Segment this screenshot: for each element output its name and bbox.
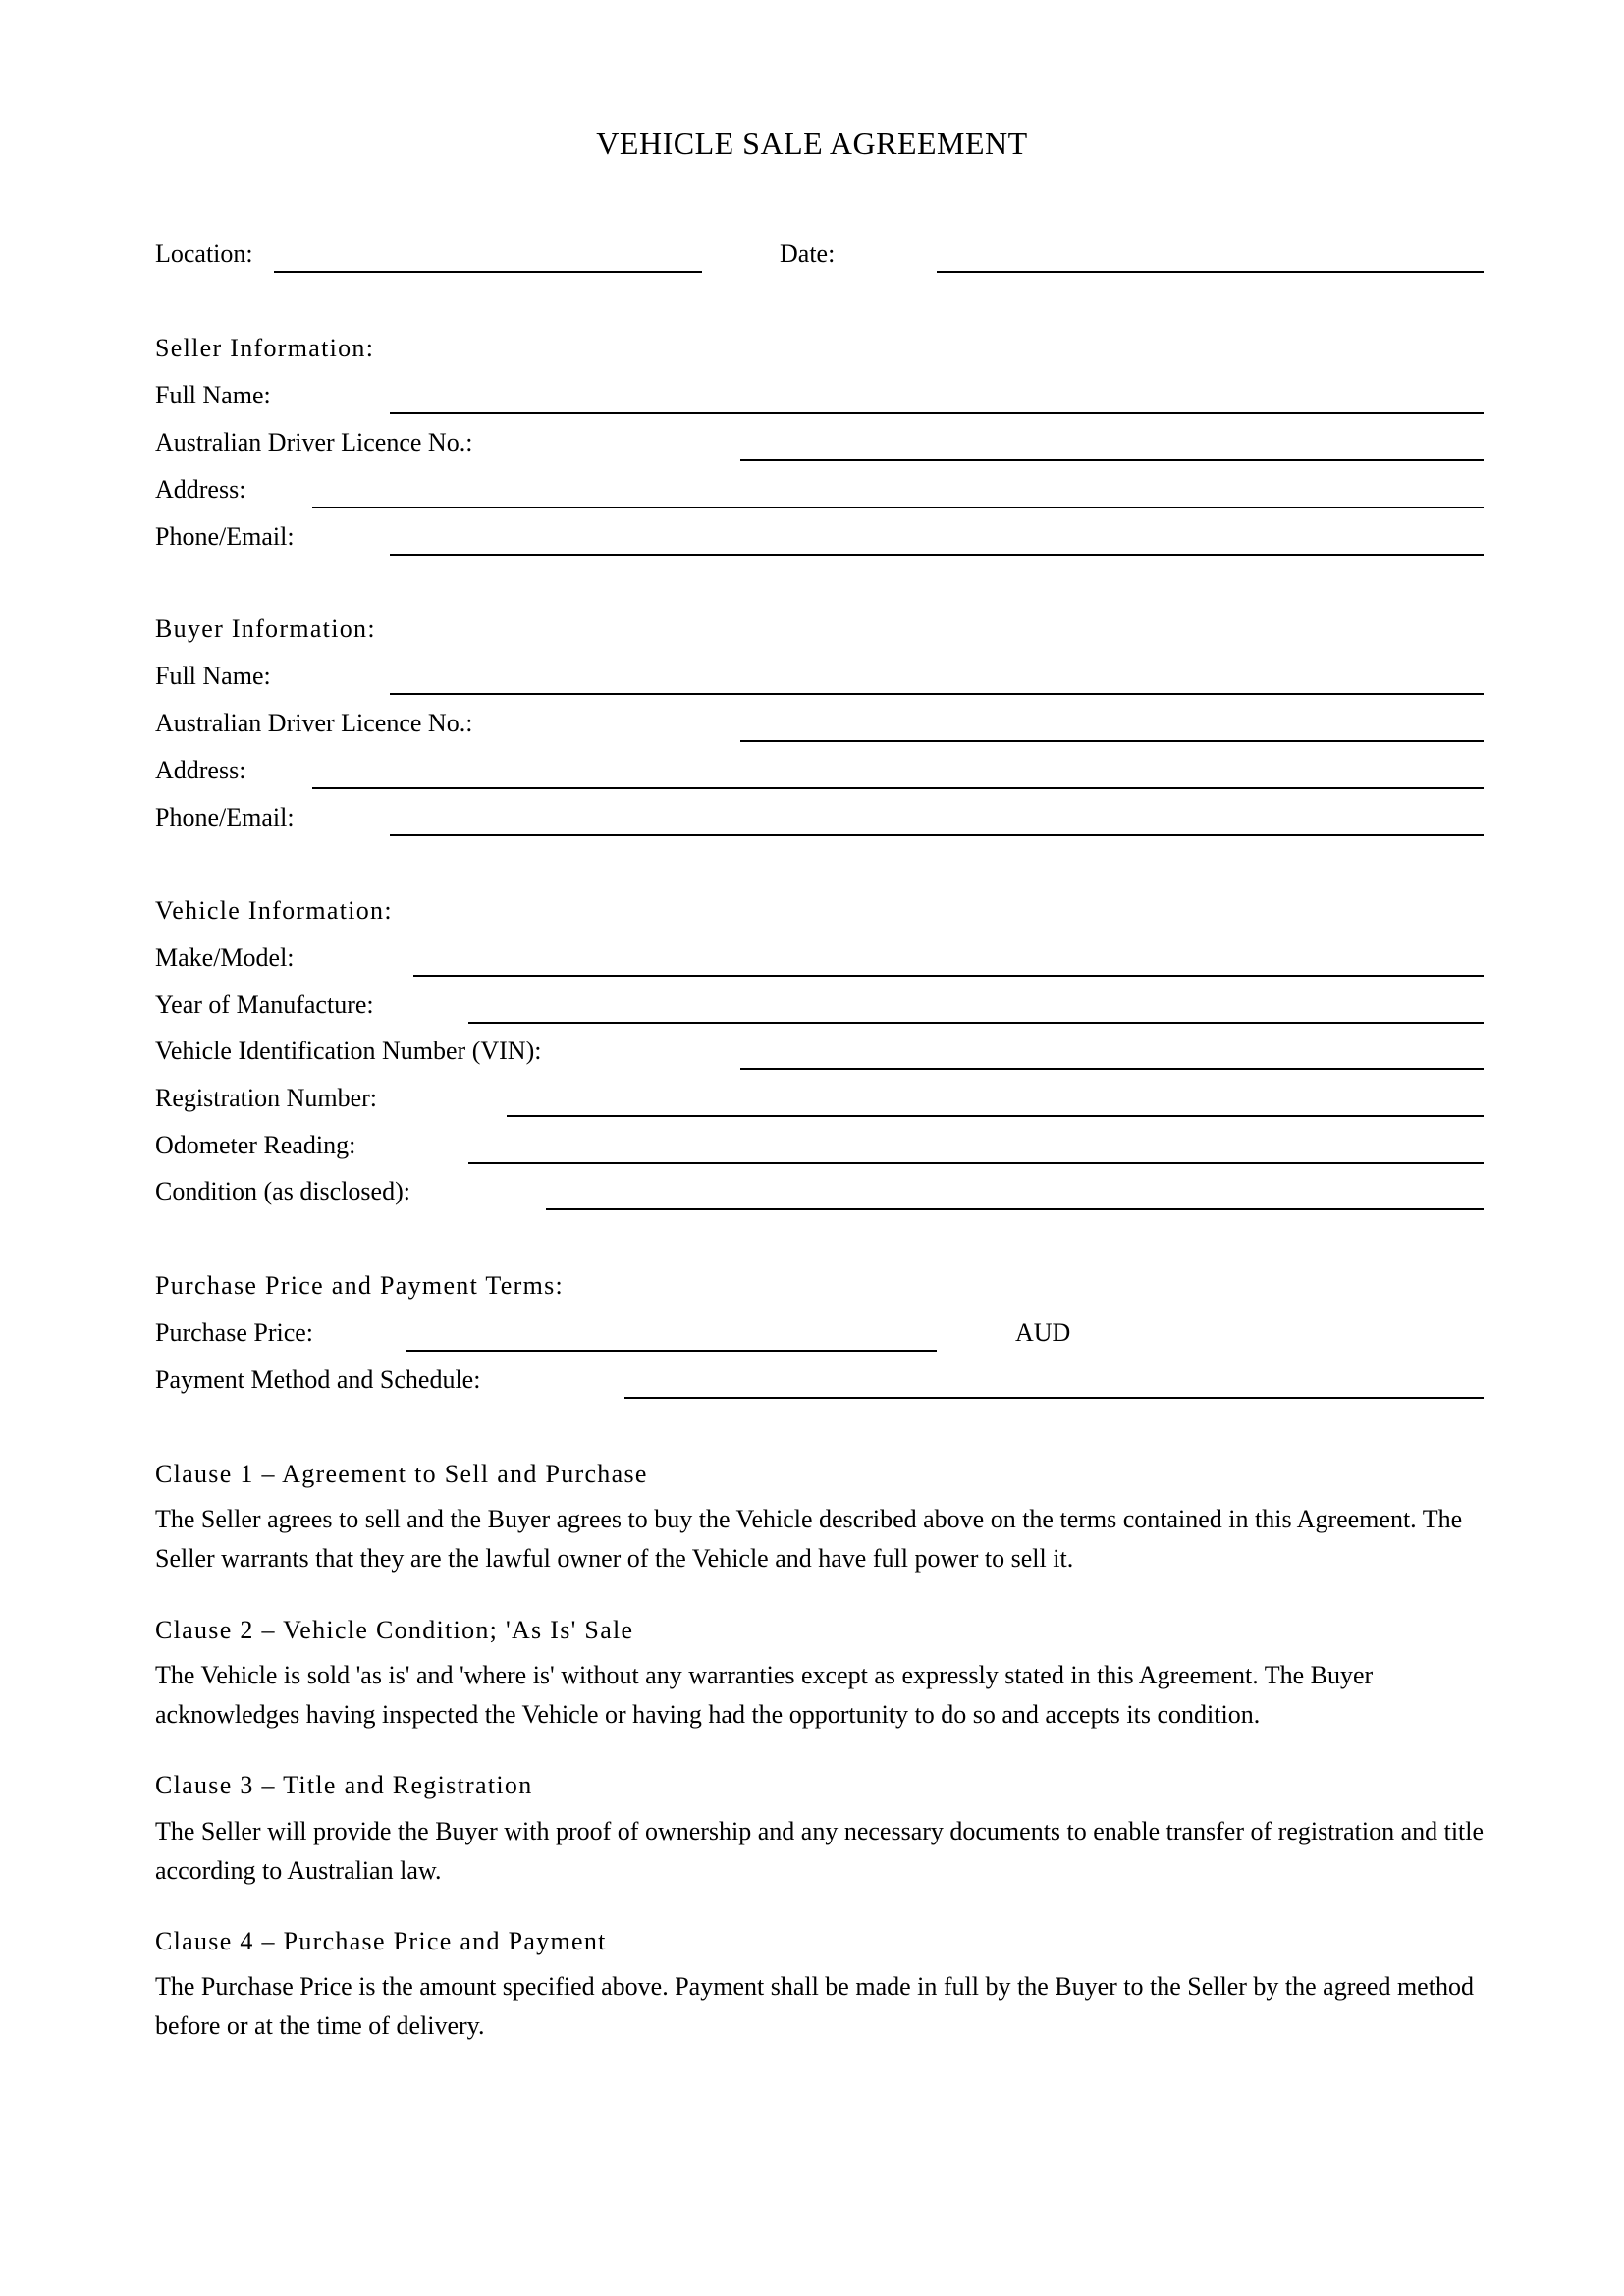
location-label: Location: xyxy=(155,240,253,268)
buyer-full-name-label: Full Name: xyxy=(155,662,271,690)
location-field[interactable] xyxy=(274,271,702,273)
buyer-contact-label: Phone/Email: xyxy=(155,803,295,831)
clause-1-text: The Seller agrees to sell and the Buyer agrees to buy the Vehicle described above on the terms contained in this Agreement. The Seller warrants that they are the lawful owner of the Vehicle and have full power to sell it. xyxy=(155,1505,1463,1573)
buyer-heading: Buyer Information: xyxy=(155,614,376,643)
purchase-price-label: Purchase Price: xyxy=(155,1318,314,1347)
make-model-label: Make/Model: xyxy=(155,943,295,972)
buyer-contact-field[interactable] xyxy=(390,834,1484,836)
condition-label: Condition (as disclosed): xyxy=(155,1177,410,1205)
date-field[interactable] xyxy=(937,271,1484,273)
buyer-licence-field[interactable] xyxy=(740,740,1484,742)
year-label: Year of Manufacture: xyxy=(155,990,374,1019)
payment-method-label: Payment Method and Schedule: xyxy=(155,1365,481,1394)
make-model-field[interactable] xyxy=(413,975,1484,977)
seller-address-label: Address: xyxy=(155,475,246,504)
seller-licence-label: Australian Driver Licence No.: xyxy=(155,428,473,456)
document-title: VEHICLE SALE AGREEMENT xyxy=(596,126,1028,161)
buyer-licence-label: Australian Driver Licence No.: xyxy=(155,709,473,737)
seller-full-name-field[interactable] xyxy=(390,412,1484,414)
clause-4-heading: Clause 4 – Purchase Price and Payment xyxy=(155,1927,607,1955)
clause-3-heading: Clause 3 – Title and Registration xyxy=(155,1771,533,1799)
condition-field[interactable] xyxy=(546,1208,1484,1210)
seller-contact-field[interactable] xyxy=(390,554,1484,556)
registration-field[interactable] xyxy=(507,1115,1484,1117)
buyer-address-label: Address: xyxy=(155,756,246,784)
purchase-price-field[interactable] xyxy=(406,1350,937,1352)
seller-licence-field[interactable] xyxy=(740,459,1484,461)
clause-1-heading: Clause 1 – Agreement to Sell and Purchase xyxy=(155,1460,648,1488)
vin-label: Vehicle Identification Number (VIN): xyxy=(155,1037,542,1065)
clause-3-text: The Seller will provide the Buyer with proof of ownership and any necessary documents to enable transfer of registration and title according to Australian law. xyxy=(155,1817,1485,1885)
clause-2-heading: Clause 2 – Vehicle Condition; 'As Is' Sale xyxy=(155,1616,634,1644)
buyer-full-name-field[interactable] xyxy=(390,693,1484,695)
seller-address-field[interactable] xyxy=(312,507,1484,508)
odometer-label: Odometer Reading: xyxy=(155,1131,356,1159)
odometer-field[interactable] xyxy=(468,1162,1484,1164)
payment-method-field[interactable] xyxy=(624,1397,1484,1399)
seller-heading: Seller Information: xyxy=(155,334,375,362)
seller-contact-label: Phone/Email: xyxy=(155,522,295,551)
purchase-heading: Purchase Price and Payment Terms: xyxy=(155,1271,565,1300)
vehicle-heading: Vehicle Information: xyxy=(155,896,393,925)
seller-full-name-label: Full Name: xyxy=(155,381,271,409)
buyer-address-field[interactable] xyxy=(312,787,1484,789)
date-label: Date: xyxy=(780,240,836,268)
clause-2-text: The Vehicle is sold 'as is' and 'where is' without any warranties except as expressly stated in this Agreement. The Buyer acknowledges having inspected the Vehicle or having had the opportunity to do so and accepts its condition. xyxy=(155,1661,1374,1729)
year-field[interactable] xyxy=(468,1022,1484,1024)
currency-label: AUD xyxy=(1015,1318,1071,1347)
registration-label: Registration Number: xyxy=(155,1084,378,1112)
vin-field[interactable] xyxy=(740,1068,1484,1070)
clause-4-text: The Purchase Price is the amount specified above. Payment shall be made in full by the Buyer to the Seller by the agreed method before or at the time of delivery. xyxy=(155,1972,1474,2040)
